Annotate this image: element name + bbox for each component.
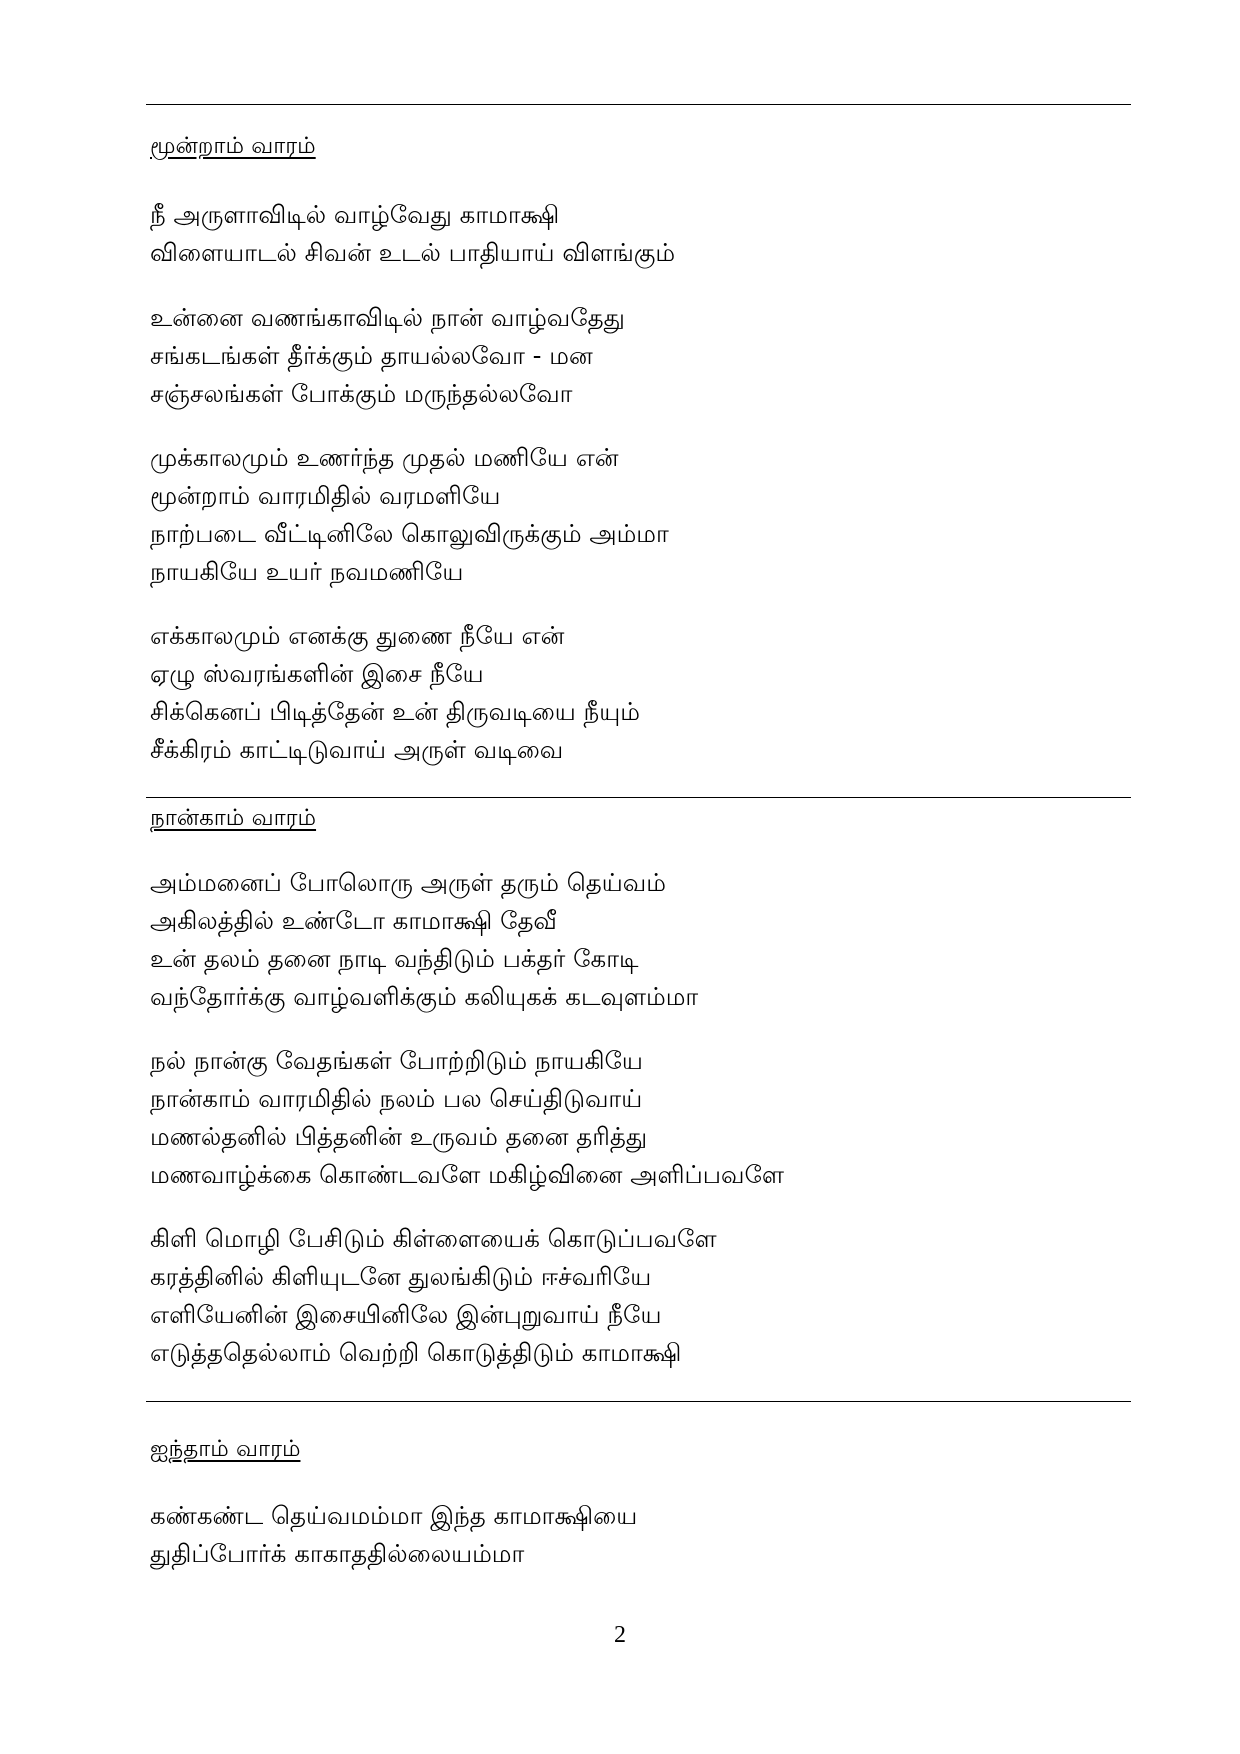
verse-line: அகிலத்தில் உண்டோ காமாக்ஷி தேவீ: [150, 906, 557, 935]
verse-line: நீ அருளாவிடில் வாழ்வேது காமாக்ஷி: [150, 200, 560, 229]
section-divider: [146, 1401, 1131, 1402]
verse-line: மணவாழ்க்கை கொண்டவளே மகிழ்வினை அளிப்பவளே: [150, 1160, 784, 1189]
verse-line: உன்னை வணங்காவிடில் நான் வாழ்வதேது: [150, 303, 625, 332]
verse-line: சங்கடங்கள் தீர்க்கும் தாயல்லவோ - மன: [150, 341, 593, 370]
page-number: 2: [614, 1622, 626, 1648]
verse-line: விளையாடல் சிவன் உடல் பாதியாய் விளங்கும்: [150, 238, 676, 267]
verse-line: எடுத்ததெல்லாம் வெற்றி கொடுத்திடும் காமாக்ஷி: [150, 1338, 682, 1367]
section-heading-third-week: மூன்றாம் வாரம்: [150, 133, 316, 159]
verse-line: நான்காம் வாரமிதில் நலம் பல செய்திடுவாய்: [150, 1084, 643, 1113]
verse-line: எளியேனின் இசையினிலே இன்புறுவாய் நீயே: [150, 1300, 662, 1329]
stanza: [150, 439, 669, 591]
verse-line: மூன்றாம் வாரமிதில் வரமளியே: [150, 481, 501, 510]
section-heading-fifth-week: ஐந்தாம் வாரம்: [150, 1436, 301, 1462]
verse-line: ஏழு ஸ்வரங்களின் இசை நீயே: [150, 659, 484, 688]
verse-line: சஞ்சலங்கள் போக்கும் மருந்தல்லவோ: [150, 379, 573, 408]
verse-line: கிளி மொழி பேசிடும் கிள்ளையைக் கொடுப்பவளே: [150, 1224, 717, 1253]
verse-line: வந்தோர்க்கு வாழ்வளிக்கும் கலியுகக் கடவுளம்மா: [150, 982, 699, 1011]
verse-line: நாயகியே உயர் நவமணியே: [150, 557, 464, 586]
section-divider: [146, 797, 1131, 798]
verse-line: அம்மனைப் போலொரு அருள் தரும் தெய்வம்: [150, 868, 666, 897]
verse-line: துதிப்போர்க் காகாததில்லையம்மா: [150, 1539, 525, 1568]
verse-line: சீக்கிரம் காட்டிடுவாய் அருள் வடிவை: [150, 735, 564, 764]
stanza: [150, 1497, 637, 1573]
verse-line: கண்கண்ட தெய்வமம்மா இந்த காமாக்ஷியை: [150, 1501, 638, 1530]
stanza: [150, 864, 698, 1016]
stanza: [150, 1042, 784, 1194]
verse-line: நல் நான்கு வேதங்கள் போற்றிடும் நாயகியே: [150, 1046, 643, 1075]
section-divider: [146, 104, 1131, 105]
stanza: [150, 299, 625, 413]
stanza: [150, 196, 675, 272]
verse-line: நாற்படை வீட்டினிலே கொலுவிருக்கும் அம்மா: [150, 519, 669, 548]
stanza: [150, 617, 640, 769]
verse-line: உன் தலம் தனை நாடி வந்திடும் பக்தர் கோடி: [150, 944, 639, 973]
verse-line: எக்காலமும் எனக்கு துணை நீயே என்: [150, 621, 565, 650]
verse-line: முக்காலமும் உணர்ந்த முதல் மணியே என்: [150, 443, 619, 472]
section-heading-fourth-week: நான்காம் வாரம்: [150, 805, 317, 831]
stanza: [150, 1220, 717, 1372]
verse-line: சிக்கெனப் பிடித்தேன் உன் திருவடியை நீயும்: [150, 697, 640, 726]
verse-line: கரத்தினில் கிளியுடனே துலங்கிடும் ஈச்வரியே: [150, 1262, 652, 1291]
verse-line: மணல்தனில் பித்தனின் உருவம் தனை தரித்து: [150, 1122, 648, 1151]
